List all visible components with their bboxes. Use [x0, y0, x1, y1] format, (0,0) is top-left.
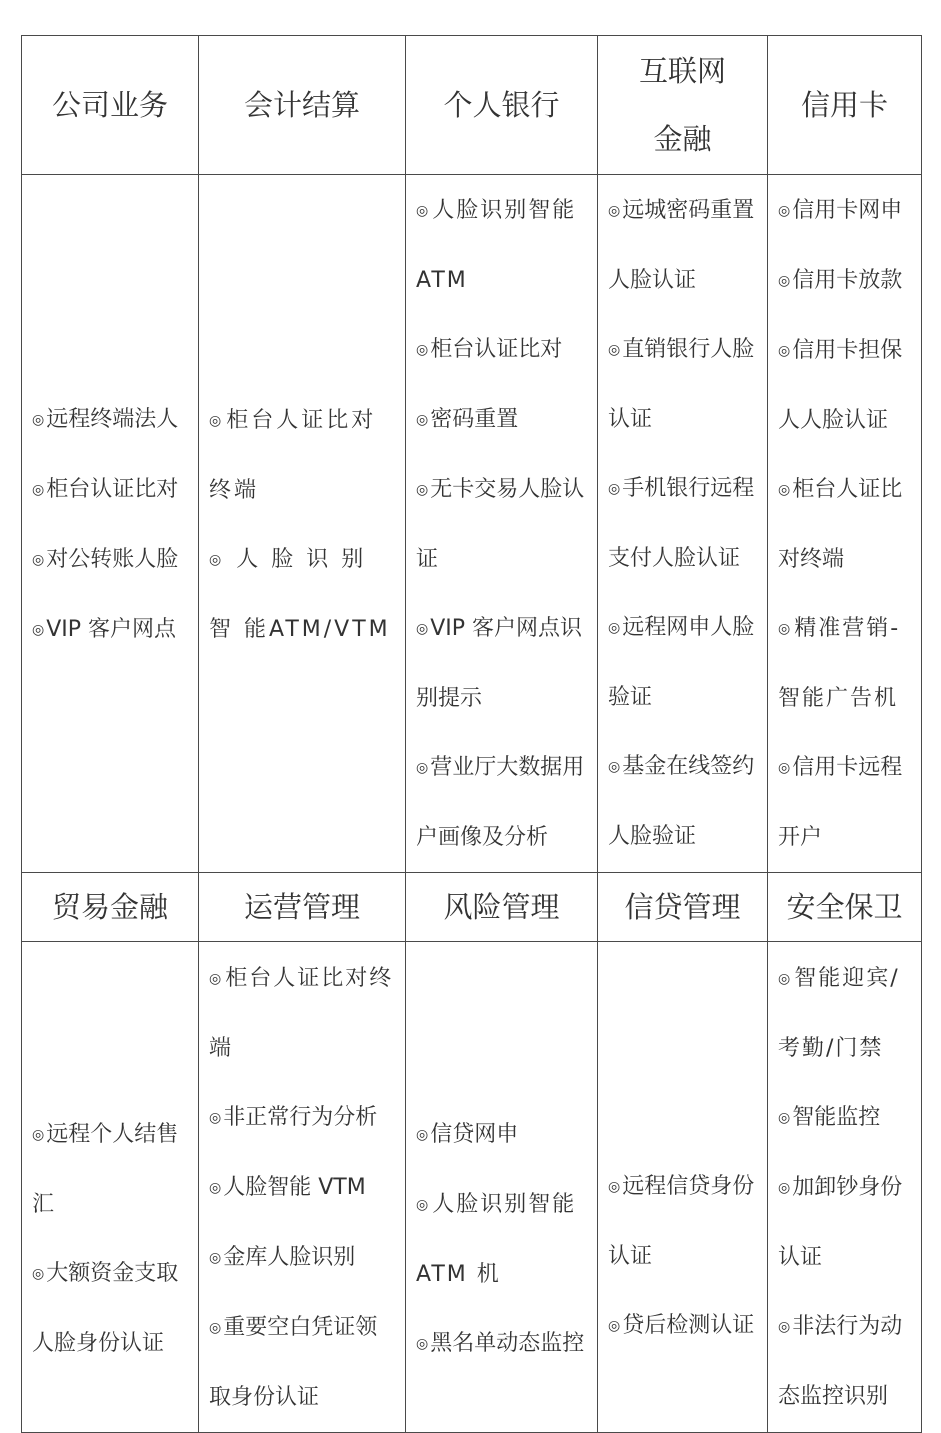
- list-item: ◎信贷网申: [416, 1121, 519, 1147]
- header-corporate: 公司业务: [22, 36, 199, 175]
- circled-dot-icon: ◎: [209, 1319, 222, 1336]
- list-item: ◎非法行为动态监控识别: [778, 1314, 903, 1409]
- list-item: ◎远程信贷身份认证: [608, 1173, 755, 1269]
- list-item: ◎智能迎宾/考勤/门禁: [778, 966, 900, 1061]
- list-item: ◎信用卡放款: [778, 268, 903, 293]
- cell-security: [768, 942, 922, 1433]
- circled-dot-icon: ◎: [608, 1178, 621, 1195]
- list-item: ◎远程网申人脸验证: [608, 615, 755, 710]
- header-personal-banking: 个人银行: [406, 36, 598, 175]
- circled-dot-icon: ◎: [416, 482, 429, 498]
- list-item: ◎柜台认证比对: [416, 337, 563, 362]
- list-item: ◎手机银行远程支付人脸认证: [608, 476, 755, 571]
- circled-dot-icon: ◎: [778, 1180, 791, 1196]
- circled-dot-icon: ◎: [209, 970, 224, 987]
- list-item: ◎大额资金支取人脸身份认证: [32, 1261, 179, 1356]
- list-item: ◎VIP 客户网点: [32, 616, 177, 642]
- cell-corporate: [22, 175, 199, 873]
- cell-credit: [598, 942, 768, 1433]
- circled-dot-icon: ◎: [416, 760, 429, 776]
- circled-dot-icon: ◎: [778, 760, 791, 776]
- list-item: ◎柜台人证比对终端: [778, 477, 903, 572]
- circled-dot-icon: ◎: [32, 551, 45, 568]
- cell-accounting: [199, 175, 406, 873]
- header-security: 安全保卫: [768, 873, 922, 942]
- header-accounting: 会计结算: [199, 36, 406, 175]
- circled-dot-icon: ◎: [608, 203, 621, 219]
- header-row-2: [22, 873, 922, 942]
- header-row-1: [22, 36, 922, 175]
- circled-dot-icon: ◎: [778, 1110, 791, 1126]
- banking-face-recognition-table: [21, 35, 922, 1433]
- list-item: ◎VIP 客户网点识别提示: [416, 616, 583, 711]
- list-item: ◎金库人脸识别: [209, 1244, 356, 1270]
- list-item: ◎直销银行人脸认证: [608, 337, 755, 432]
- list-item: ◎密码重置: [416, 407, 519, 432]
- circled-dot-icon: ◎: [32, 411, 45, 428]
- cell-operations: [199, 942, 406, 1433]
- circled-dot-icon: ◎: [608, 481, 621, 497]
- list-item: ◎信用卡远程开户: [778, 755, 903, 850]
- list-item: ◎重要空白凭证领取身份认证: [209, 1314, 378, 1410]
- cell-internet-finance: [598, 175, 768, 873]
- list-item: ◎对公转账人脸: [32, 546, 179, 572]
- circled-dot-icon: ◎: [778, 273, 791, 289]
- circled-dot-icon: ◎: [209, 412, 225, 429]
- circled-dot-icon: ◎: [778, 343, 791, 359]
- circled-dot-icon: ◎: [416, 1196, 431, 1213]
- list-item: ◎人脸智能 VTM: [209, 1174, 366, 1200]
- circled-dot-icon: ◎: [209, 1109, 222, 1126]
- circled-dot-icon: ◎: [32, 1127, 45, 1143]
- header-internet-finance: 互联网金融: [598, 36, 768, 175]
- list-item: ◎营业厅大数据用户画像及分析: [416, 755, 585, 850]
- circled-dot-icon: ◎: [416, 203, 431, 219]
- circled-dot-icon: ◎: [778, 203, 791, 219]
- circled-dot-icon: ◎: [416, 621, 429, 637]
- list-item: ◎无卡交易人脸认证: [416, 477, 585, 572]
- circled-dot-icon: ◎: [608, 620, 621, 636]
- circled-dot-icon: ◎: [778, 621, 793, 637]
- header-risk: 风险管理: [406, 873, 598, 942]
- list-item: ◎非正常行为分析: [209, 1104, 378, 1130]
- content-row-1: [22, 175, 922, 873]
- circled-dot-icon: ◎: [209, 551, 225, 568]
- circled-dot-icon: ◎: [32, 1266, 45, 1282]
- header-trade-finance: 贸易金融: [22, 873, 199, 942]
- circled-dot-icon: ◎: [778, 1319, 791, 1335]
- list-item: ◎柜台人证比对终端: [209, 965, 394, 1061]
- cell-trade-finance: [22, 942, 199, 1433]
- header-operations: 运营管理: [199, 873, 406, 942]
- list-item: ◎信用卡担保人人脸认证: [778, 338, 903, 433]
- circled-dot-icon: ◎: [608, 342, 621, 358]
- header-credit: 信贷管理: [598, 873, 768, 942]
- list-item: ◎信用卡网申: [778, 198, 903, 223]
- list-item: ◎远程终端法人: [32, 406, 179, 432]
- list-item: ◎黑名单动态监控: [416, 1330, 585, 1356]
- circled-dot-icon: ◎: [778, 971, 793, 987]
- circled-dot-icon: ◎: [608, 759, 621, 775]
- list-item: ◎人脸识别智能ATM: [416, 198, 577, 293]
- circled-dot-icon: ◎: [32, 481, 45, 498]
- circled-dot-icon: ◎: [209, 1179, 222, 1196]
- list-item: ◎贷后检测认证: [608, 1312, 755, 1338]
- cell-risk: [406, 942, 598, 1433]
- list-item: ◎精准营销-智能广告机: [778, 616, 901, 711]
- circled-dot-icon: ◎: [608, 1317, 621, 1334]
- list-item: ◎远城密码重置人脸认证: [608, 198, 755, 293]
- list-item: ◎加卸钞身份认证: [778, 1175, 903, 1270]
- circled-dot-icon: ◎: [32, 621, 45, 638]
- list-item: ◎ 人 脸 识 别 智 能ATM/VTM: [209, 546, 391, 642]
- list-item: ◎人脸识别智能ATM 机: [416, 1191, 577, 1287]
- list-item: ◎远程个人结售汇: [32, 1122, 179, 1217]
- circled-dot-icon: ◎: [778, 482, 791, 498]
- circled-dot-icon: ◎: [416, 412, 429, 428]
- circled-dot-icon: ◎: [416, 1335, 429, 1352]
- content-row-2: [22, 942, 922, 1433]
- list-item: ◎基金在线签约人脸验证: [608, 754, 755, 849]
- list-item: ◎柜台认证比对: [32, 476, 179, 502]
- circled-dot-icon: ◎: [416, 342, 429, 358]
- cell-credit-card: [768, 175, 922, 873]
- cell-personal-banking: [406, 175, 598, 873]
- header-credit-card: 信用卡: [768, 36, 922, 175]
- circled-dot-icon: ◎: [416, 1126, 429, 1143]
- list-item: ◎柜台人证比对终端: [209, 407, 377, 503]
- list-item: ◎智能监控: [778, 1105, 881, 1130]
- circled-dot-icon: ◎: [209, 1249, 222, 1266]
